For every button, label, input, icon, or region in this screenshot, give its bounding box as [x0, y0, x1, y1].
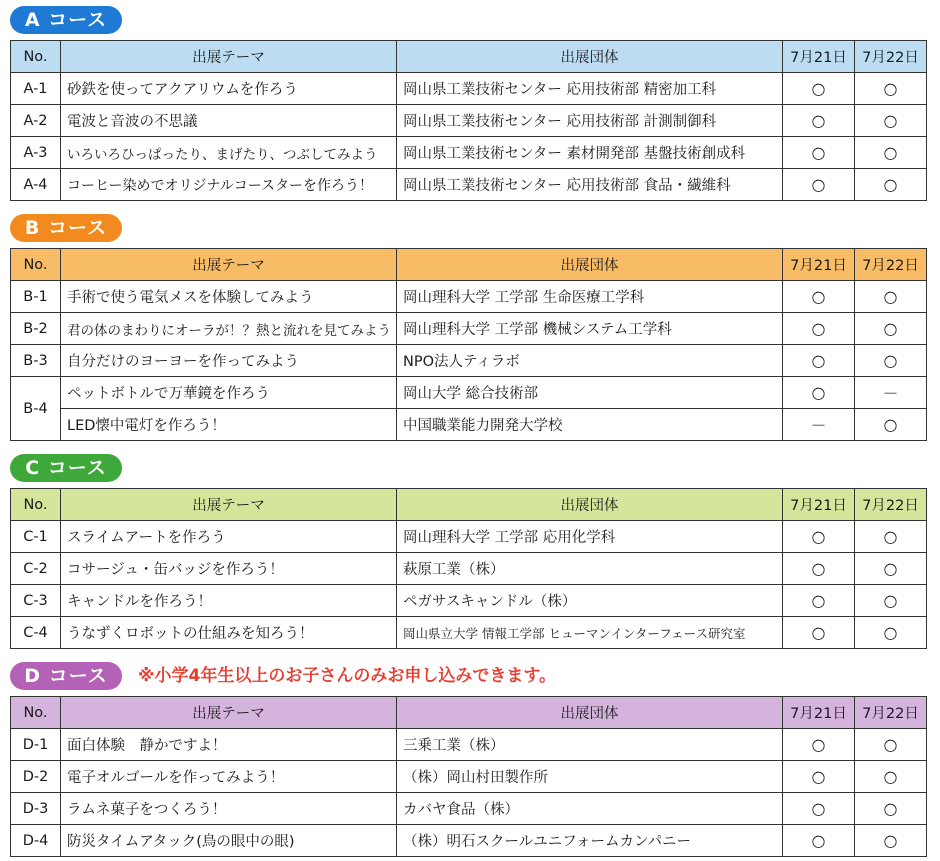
course-a-badge: A コース: [10, 6, 122, 34]
row-day2-mark: ○: [855, 105, 927, 137]
row-org: 岡山県立大学 情報工学部 ヒューマンインターフェース研究室: [397, 617, 783, 649]
table-row: [11, 377, 927, 409]
course-b-badge: B コース: [10, 214, 122, 242]
row-org: 岡山県工業技術センター 応用技術部 精密加工科: [397, 73, 783, 105]
table-row: [11, 793, 927, 825]
row-no: D-3: [11, 793, 61, 825]
row-day2-mark: ○: [855, 73, 927, 105]
table-header-row: [11, 697, 927, 729]
row-no: A-3: [11, 137, 61, 169]
row-day2-mark: －: [855, 377, 927, 409]
row-theme: ペットボトルで万華鏡を作ろう: [61, 377, 397, 409]
row-no: A-4: [11, 169, 61, 201]
row-org: 岡山理科大学 工学部 機械システム工学科: [397, 313, 783, 345]
row-no: B-4: [11, 377, 61, 441]
table-row: [11, 617, 927, 649]
row-day1-mark: ○: [783, 137, 855, 169]
course-c-badge: C コース: [10, 454, 122, 482]
row-theme: コサージュ・缶バッジを作ろう！: [61, 553, 397, 585]
row-day1-mark: ○: [783, 617, 855, 649]
row-day2-mark: ○: [855, 825, 927, 857]
row-org: 岡山理科大学 工学部 応用化学科: [397, 521, 783, 553]
course-d-note: ※小学4年生以上のお子さんのみお申し込みできます。: [138, 666, 556, 686]
row-theme: コーヒー染めでオリジナルコースターを作ろう！: [61, 169, 397, 201]
header-day1: 7月21日: [783, 489, 855, 521]
row-theme: 電子オルゴールを作ってみよう！: [61, 761, 397, 793]
header-org: 出展団体: [397, 697, 783, 729]
row-day1-mark: ○: [783, 553, 855, 585]
row-theme: うなずくロボットの仕組みを知ろう！: [61, 617, 397, 649]
row-no: D-2: [11, 761, 61, 793]
header-no: No.: [11, 41, 61, 73]
header-no: No.: [11, 249, 61, 281]
row-day1-mark: ○: [783, 169, 855, 201]
header-day1: 7月21日: [783, 41, 855, 73]
row-org: （株）岡山村田製作所: [397, 761, 783, 793]
row-day2-mark: ○: [855, 553, 927, 585]
row-day1-mark: ○: [783, 377, 855, 409]
row-no: B-3: [11, 345, 61, 377]
table-row: [11, 345, 927, 377]
course-d-badge: D コース: [10, 662, 122, 690]
table-row: [11, 105, 927, 137]
row-org: ペガサスキャンドル（株）: [397, 585, 783, 617]
row-org: 岡山県工業技術センター 素材開発部 基盤技術創成科: [397, 137, 783, 169]
row-day2-mark: ○: [855, 793, 927, 825]
row-theme: 防災タイムアタック(鳥の眼中の眼): [61, 825, 397, 857]
row-day1-mark: ○: [783, 73, 855, 105]
row-org: カバヤ食品（株）: [397, 793, 783, 825]
table-row: [11, 825, 927, 857]
header-theme: 出展テーマ: [61, 489, 397, 521]
header-day1: 7月21日: [783, 697, 855, 729]
row-day1-mark: ○: [783, 521, 855, 553]
table-row: [11, 521, 927, 553]
row-day2-mark: ○: [855, 729, 927, 761]
header-day2: 7月22日: [855, 489, 927, 521]
row-theme: LED懐中電灯を作ろう！: [61, 409, 397, 441]
header-theme: 出展テーマ: [61, 697, 397, 729]
course-b-table: [10, 248, 927, 441]
row-day1-mark: ○: [783, 729, 855, 761]
header-day2: 7月22日: [855, 697, 927, 729]
row-org: 岡山県工業技術センター 応用技術部 計測制御科: [397, 105, 783, 137]
course-c-table: [10, 488, 927, 649]
header-org: 出展団体: [397, 41, 783, 73]
row-theme: 君の体のまわりにオーラが！？熱と流れを見てみよう: [61, 313, 397, 345]
row-org: （株）明石スクールユニフォームカンパニー: [397, 825, 783, 857]
row-theme: キャンドルを作ろう！: [61, 585, 397, 617]
row-day2-mark: ○: [855, 313, 927, 345]
row-org: 三乗工業（株）: [397, 729, 783, 761]
row-no: D-4: [11, 825, 61, 857]
row-org: NPO法人ティラボ: [397, 345, 783, 377]
header-day2: 7月22日: [855, 41, 927, 73]
row-org: 萩原工業（株）: [397, 553, 783, 585]
row-theme: 自分だけのヨーヨーを作ってみよう: [61, 345, 397, 377]
row-day2-mark: ○: [855, 585, 927, 617]
row-no: B-1: [11, 281, 61, 313]
row-no: C-2: [11, 553, 61, 585]
header-no: No.: [11, 697, 61, 729]
header-org: 出展団体: [397, 249, 783, 281]
row-day2-mark: ○: [855, 617, 927, 649]
row-org: 岡山理科大学 工学部 生命医療工学科: [397, 281, 783, 313]
header-day2: 7月22日: [855, 249, 927, 281]
course-d-table: [10, 696, 927, 857]
row-theme: ラムネ菓子をつくろう！: [61, 793, 397, 825]
row-day1-mark: ○: [783, 825, 855, 857]
row-day1-mark: ○: [783, 793, 855, 825]
row-no: C-1: [11, 521, 61, 553]
row-no: C-3: [11, 585, 61, 617]
row-no: A-2: [11, 105, 61, 137]
row-day2-mark: ○: [855, 281, 927, 313]
table-row: [11, 73, 927, 105]
table-header-row: [11, 249, 927, 281]
row-theme: いろいろひっぱったり、まげたり、つぶしてみよう: [61, 137, 397, 169]
table-header-row: [11, 489, 927, 521]
row-day2-mark: ○: [855, 521, 927, 553]
row-day1-mark: ○: [783, 761, 855, 793]
table-header-row: [11, 41, 927, 73]
row-day1-mark: ○: [783, 105, 855, 137]
row-org: 岡山大学 総合技術部: [397, 377, 783, 409]
row-no: C-4: [11, 617, 61, 649]
table-row: [11, 729, 927, 761]
row-day1-mark: ○: [783, 281, 855, 313]
row-no: A-1: [11, 73, 61, 105]
row-theme: 手術で使う電気メスを体験してみよう: [61, 281, 397, 313]
row-org: 岡山県工業技術センター 応用技術部 食品・繊維科: [397, 169, 783, 201]
table-row: [11, 553, 927, 585]
header-theme: 出展テーマ: [61, 249, 397, 281]
row-day1-mark: ○: [783, 585, 855, 617]
row-day1-mark: ○: [783, 313, 855, 345]
table-row: [11, 169, 927, 201]
header-org: 出展団体: [397, 489, 783, 521]
row-no: D-1: [11, 729, 61, 761]
row-day2-mark: ○: [855, 169, 927, 201]
row-day2-mark: ○: [855, 409, 927, 441]
header-theme: 出展テーマ: [61, 41, 397, 73]
row-day2-mark: ○: [855, 137, 927, 169]
header-day1: 7月21日: [783, 249, 855, 281]
table-row: [11, 137, 927, 169]
row-no: B-2: [11, 313, 61, 345]
row-day1-mark: －: [783, 409, 855, 441]
table-row: [11, 761, 927, 793]
table-row: [11, 409, 927, 441]
header-no: No.: [11, 489, 61, 521]
row-theme: 砂鉄を使ってアクアリウムを作ろう: [61, 73, 397, 105]
table-row: [11, 281, 927, 313]
row-theme: 面白体験 静かですよ！: [61, 729, 397, 761]
row-day2-mark: ○: [855, 345, 927, 377]
course-a-table: [10, 40, 927, 201]
row-org: 中国職業能力開発大学校: [397, 409, 783, 441]
row-day2-mark: ○: [855, 761, 927, 793]
table-row: [11, 585, 927, 617]
row-theme: 電波と音波の不思議: [61, 105, 397, 137]
table-row: [11, 313, 927, 345]
row-theme: スライムアートを作ろう: [61, 521, 397, 553]
row-day1-mark: ○: [783, 345, 855, 377]
